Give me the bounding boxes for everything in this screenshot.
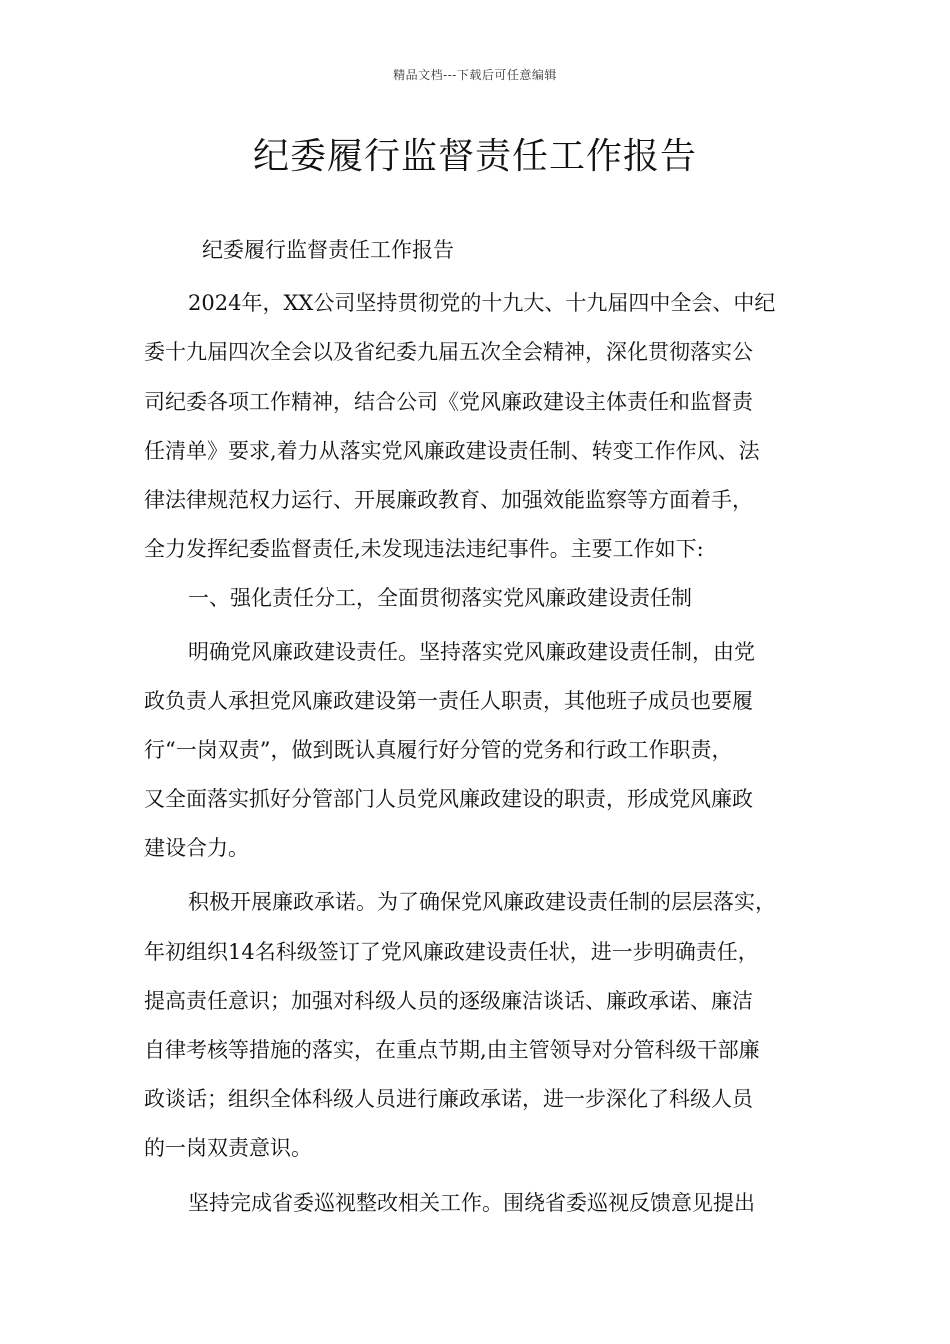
paragraph-line: 律法律规范权力运行、开展廉政教育、加强效能监察等方面着手， — [144, 487, 753, 512]
paragraph-line: 提高责任意识；加强对科级人员的逐级廉洁谈话、廉政承诺、廉洁 — [144, 988, 753, 1013]
paragraph-line: 自律考核等措施的落实，在重点节期,由主管领导对分管科级干部廉 — [144, 1038, 760, 1062]
header-note: 精品文档---下载后可任意编辑 — [393, 68, 557, 82]
paragraph-line: 任清单》要求,着力从落实党风廉政建设责任制、转变工作作风、法 — [144, 438, 760, 463]
paragraph-line: 积极开展廉政承诺。为了确保党风廉政建设责任制的层层落实， — [188, 890, 776, 915]
paragraph-line: 坚持完成省委巡视整改相关工作。围绕省委巡视反馈意见提出 — [188, 1190, 755, 1215]
document-body — [144, 226, 812, 1228]
paragraph-line: 委十九届四次全会以及省纪委九届五次全会精神，深化贯彻落实公 — [144, 340, 753, 365]
paragraph-line: 明确党风廉政建设责任。坚持落实党风廉政建设责任制，由党 — [188, 639, 755, 664]
paragraph-line: 司纪委各项工作精神，结合公司《党风廉政建设主体责任和监督责 — [144, 389, 753, 414]
paragraph-line: 全力发挥纪委监督责任,未发现违法违纪事件。主要工作如下: — [144, 537, 704, 562]
paragraph-line: 的一岗双责意识。 — [144, 1136, 312, 1161]
document-title: 纪委履行监督责任工作报告 — [252, 136, 697, 177]
paragraph-line: 又全面落实抓好分管部门人员党风廉政建设的职责，形成党风廉政 — [144, 787, 753, 812]
paragraph-line: 建设合力。 — [144, 836, 249, 861]
paragraph-line: 2024年，XX公司坚持贯彻党的十九大、十九届四中全会、中纪 — [188, 291, 776, 316]
section-heading: 一、强化责任分工，全面贯彻落实党风廉政建设责任制 — [188, 586, 692, 611]
paragraph-line: 年初组织14名科级签订了党风廉政建设责任状，进一步明确责任， — [144, 939, 759, 964]
subtitle-line: 纪委履行监督责任工作报告 — [202, 238, 454, 262]
paragraph-line: 政负责人承担党风廉政建设第一责任人职责，其他班子成员也要履 — [144, 688, 753, 713]
paragraph-line: 行“一岗双责”，做到既认真履行好分管的党务和行政工作职责， — [144, 737, 733, 762]
paragraph-line: 政谈话；组织全体科级人员进行廉政承诺，进一步深化了科级人员 — [144, 1087, 753, 1112]
